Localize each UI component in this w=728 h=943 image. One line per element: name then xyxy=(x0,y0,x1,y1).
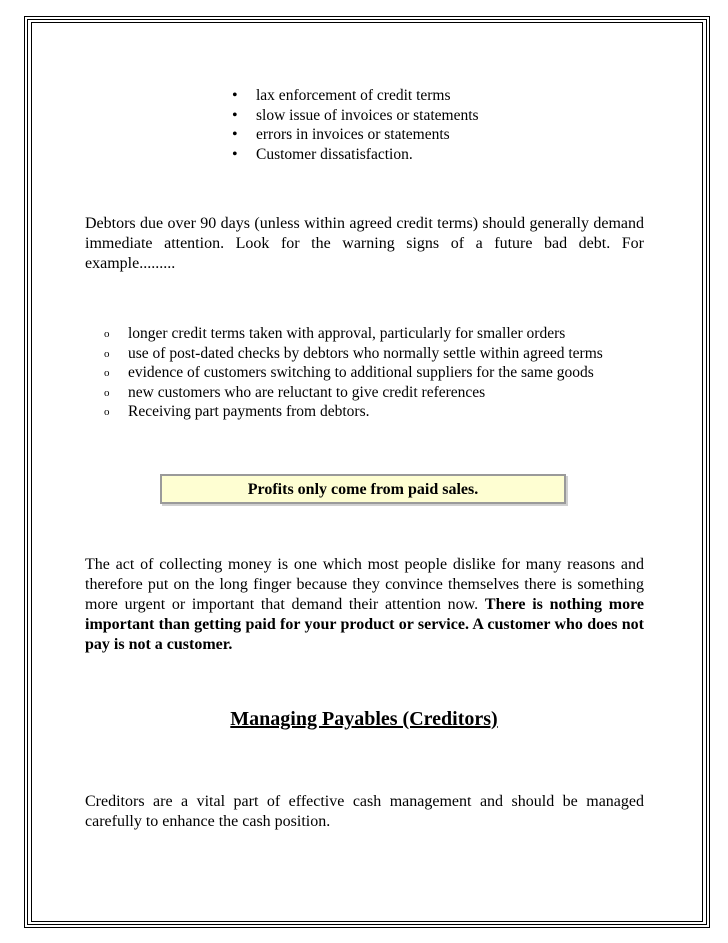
list-item: o new customers who are reluctant to give credit references xyxy=(104,383,603,403)
list-item: • slow issue of invoices or statements xyxy=(232,106,479,126)
warning-list-1 xyxy=(232,86,479,164)
collecting-paragraph xyxy=(85,555,644,655)
list-item: o longer credit terms taken with approval, particularly for smaller orders xyxy=(104,324,603,344)
warning-list-2 xyxy=(104,324,603,422)
list-item: • errors in invoices or statements xyxy=(232,125,479,145)
collecting-paragraph-emphasis: There is nothing more important than getting paid for your product or service. A customer who does not pay is not a customer. xyxy=(85,596,645,653)
list-item: • Customer dissatisfaction. xyxy=(232,145,479,165)
callout-text: Profits only come from paid sales. xyxy=(247,481,479,498)
list-item: • lax enforcement of credit terms xyxy=(232,86,479,106)
callout-box xyxy=(160,474,566,504)
list-item: o evidence of customers switching to additional suppliers for the same goods xyxy=(104,363,603,383)
list-item: o Receiving part payments from debtors. xyxy=(104,402,603,422)
creditors-paragraph: Creditors are a vital part of effective cash management and should be managed carefully to enhance the cash position. xyxy=(85,793,644,830)
section-heading: Managing Payables (Creditors) xyxy=(230,708,498,730)
collecting-paragraph-text: The act of collecting money is one which most people dislike for many reasons and therefore put on the long finger because they convince themselves there is something more urgent or important that demand their attention now. xyxy=(85,556,644,613)
list-item: o use of post-dated checks by debtors who normally settle within agreed terms xyxy=(104,344,603,364)
debtors-paragraph: Debtors due over 90 days (unless within agreed credit terms) should generally demand immediate attention. Look for the warning signs of a future bad debt. For example......... xyxy=(85,215,644,272)
